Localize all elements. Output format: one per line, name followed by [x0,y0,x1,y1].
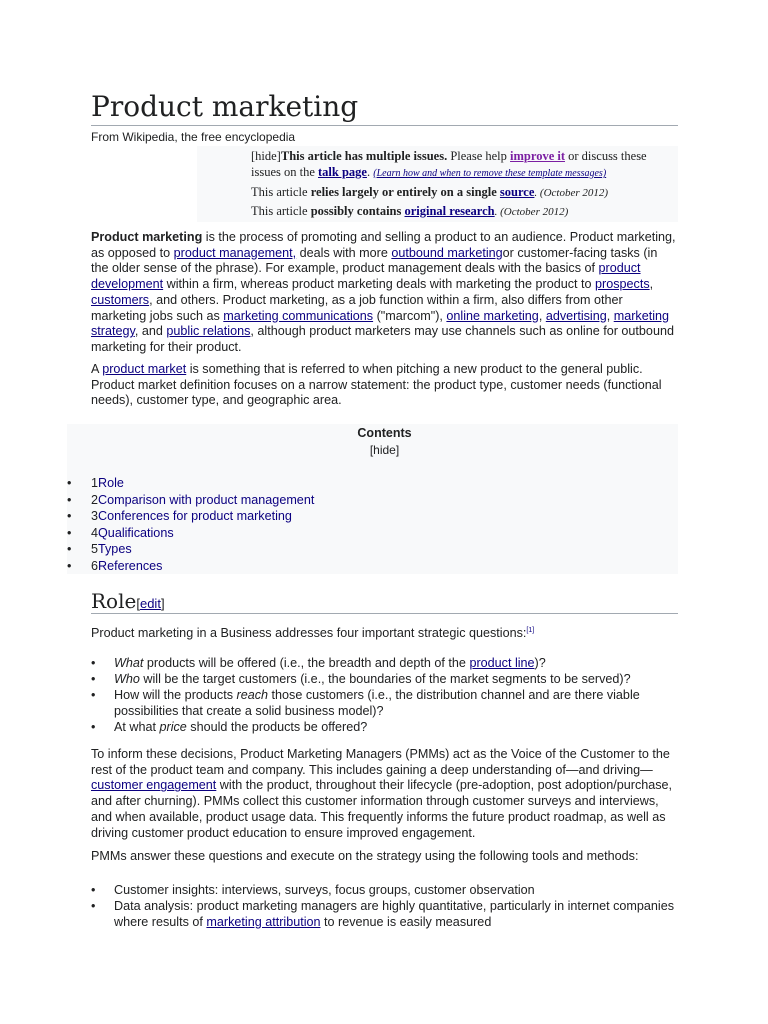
strategic-questions-list [91,656,678,737]
toc-number: 2 [91,492,99,507]
title-divider [91,125,678,126]
original-research-link[interactable]: original research [404,204,495,218]
intro-text: ("marcom"), [373,308,447,323]
intro-text: is the process of promoting and selling a product to an audience. Product marketing, as opposed to [91,230,676,260]
para-text: with the product, throughout their lifecycle (pre-adoption, post adoption/purchase, and after churning). PMMs collect this customer information through customer surveys and interviews, and when available, product usage data. This frequently informs the future product roadmap, as well as driving customer product education to ensure improved engagement. [91,778,673,840]
item-text: Data analysis: product marketing managers are highly quantitative, particularly in internet companies where results of [114,899,675,929]
market-text: A [91,362,103,376]
toc-link-role[interactable]: Role [98,476,124,490]
issues-text: or discuss these issues on the [251,149,647,179]
list-item [91,672,678,688]
marketing-attribution-link[interactable]: marketing attribution [206,914,321,929]
issues-text: This article [251,204,311,218]
advertising-link[interactable]: advertising [545,308,607,323]
emphasis: price [159,720,187,735]
item-text: to revenue is easily measured [320,914,492,929]
intro-text: , [649,277,654,292]
toc-link-types[interactable]: Types [98,542,132,557]
section-title: Role [91,589,137,613]
issues-row-main [251,148,671,182]
intro-bold: Product marketing [91,230,203,244]
toc-link-conferences[interactable]: Conferences for product marketing [98,509,292,524]
item-text: those customers (i.e., the distribution channel and are there viable possibilities that create a solid business model)? [114,688,640,719]
section-divider [91,613,678,614]
market-paragraph [91,362,678,409]
intro-text: within a firm, whereas product marketing deals with marketing the product to [163,277,596,292]
talk-page-link[interactable]: talk page [318,165,367,179]
intro-text: , although product marketers may use channels such as online for outbound marketing for their product. [91,324,674,354]
toc-heading: Contents [357,426,412,440]
marketing-communications-link[interactable]: marketing communications [223,308,374,323]
issues-heading: This article has multiple issues. [280,149,448,163]
citation-link[interactable]: [1] [526,627,535,634]
toc-hide-toggle[interactable]: [hide] [369,443,400,457]
bracket: ] [160,596,165,611]
customer-engagement-link[interactable]: customer engagement [91,778,217,793]
toc-item[interactable] [67,475,314,492]
toc-number: 4 [91,525,99,540]
intro-text: , and others. Product marketing, as a job function within a firm, also differs from other marketing jobs such as [91,292,623,323]
intro-text: , and [134,324,167,339]
issues-row-research [251,203,671,220]
issues-box [197,146,678,222]
outbound-marketing-link[interactable]: outbound marketing [391,245,503,260]
toc-item[interactable] [67,508,314,525]
toc-link-comparison[interactable]: Comparison with product management [98,492,315,507]
product-development-link[interactable]: product development [91,261,641,292]
online-marketing-link[interactable]: online marketing [446,308,539,323]
page-title: Product marketing [91,90,359,123]
list-item [91,883,678,899]
product-line-link[interactable]: product line [469,656,535,670]
prospects-link[interactable]: prospects [595,277,650,292]
issues-date: . (October 2012) [494,206,569,218]
issues-text: Please help [447,149,511,163]
list-item [91,720,678,736]
intro-text: , [538,308,546,323]
toc-number: 6 [91,558,99,573]
list-item [91,899,678,930]
item-text: should the products be offered? [186,720,368,735]
toc-item[interactable] [67,525,314,542]
emphasis: Who [114,672,140,687]
list-item [91,688,678,719]
market-text: is something that is referred to when pitching a new product to the general public. Product market definition focuses on a narrow statement: the product type, customer needs (functional needs), customer type, and geographic area. [91,362,662,408]
issues-date: . (October 2012) [534,187,609,199]
item-text: products will be offered (i.e., the breadth and depth of the [143,656,470,670]
role-intro [91,623,678,642]
issues-text: This article [251,185,311,199]
issues-bold: relies largely or entirely on a single [310,185,500,199]
methods-intro: PMMs answer these questions and execute on the strategy using the following tools and methods: [91,849,639,863]
edit-link[interactable]: edit [139,596,161,611]
emphasis: What [114,656,144,670]
customers-link[interactable]: customers [91,292,150,307]
role-intro-text: Product marketing in a Business addresses four important strategic questions: [91,626,527,640]
toc-item[interactable] [67,492,314,509]
issues-text: . [366,165,374,179]
marketing-strategy-link[interactable]: marketing strategy [91,308,670,339]
item-text: At what [114,720,160,735]
toc-item[interactable] [67,558,314,575]
toc-list [67,475,314,575]
toc-item[interactable] [67,541,314,558]
product-management-link[interactable]: product management, [173,245,297,260]
emphasis: reach [236,688,269,703]
item-text: will be the target customers (i.e., the boundaries of the market segments to be served)? [139,672,631,687]
intro-text: deals with more [296,245,392,260]
item-text: Customer insights: interviews, surveys, focus groups, customer observation [114,883,535,897]
para-text: To inform these decisions, Product Marketing Managers (PMMs) act as the Voice of the Customer to the rest of the product team and company. This includes gaining a deep understanding of—and driving— [91,747,670,777]
product-market-link[interactable]: product market [102,362,187,376]
item-text: )? [534,656,546,670]
improve-it-link[interactable]: improve it [510,149,566,163]
pmm-paragraph [91,747,678,841]
learn-how-link[interactable]: (Learn how and when to remove these template messages) [373,168,607,179]
toc-link-qualifications[interactable]: Qualifications [98,525,174,540]
public-relations-link[interactable]: public relations [166,324,251,339]
edit-section [136,596,164,611]
toc-number: 5 [91,542,99,557]
methods-list [91,883,678,931]
intro-paragraph [91,230,678,356]
toc-number: 3 [91,509,99,524]
tagline: From Wikipedia, the free encyclopedia [91,130,296,144]
bracket: [ [136,596,140,611]
issues-hide-toggle[interactable]: [hide] [251,149,281,163]
toc-number: 1 [91,476,99,490]
intro-text: or customer-facing tasks (in the older sense of the phrase). For example, product management deals with the basics of [91,245,658,276]
issues-bold: possibly contains [310,204,405,218]
source-link[interactable]: source [499,185,535,199]
list-item [91,656,678,672]
item-text: How will the products [114,688,237,703]
toc-link-references[interactable]: References [98,558,163,573]
issues-row-source [251,184,671,201]
intro-text: , [606,308,614,323]
